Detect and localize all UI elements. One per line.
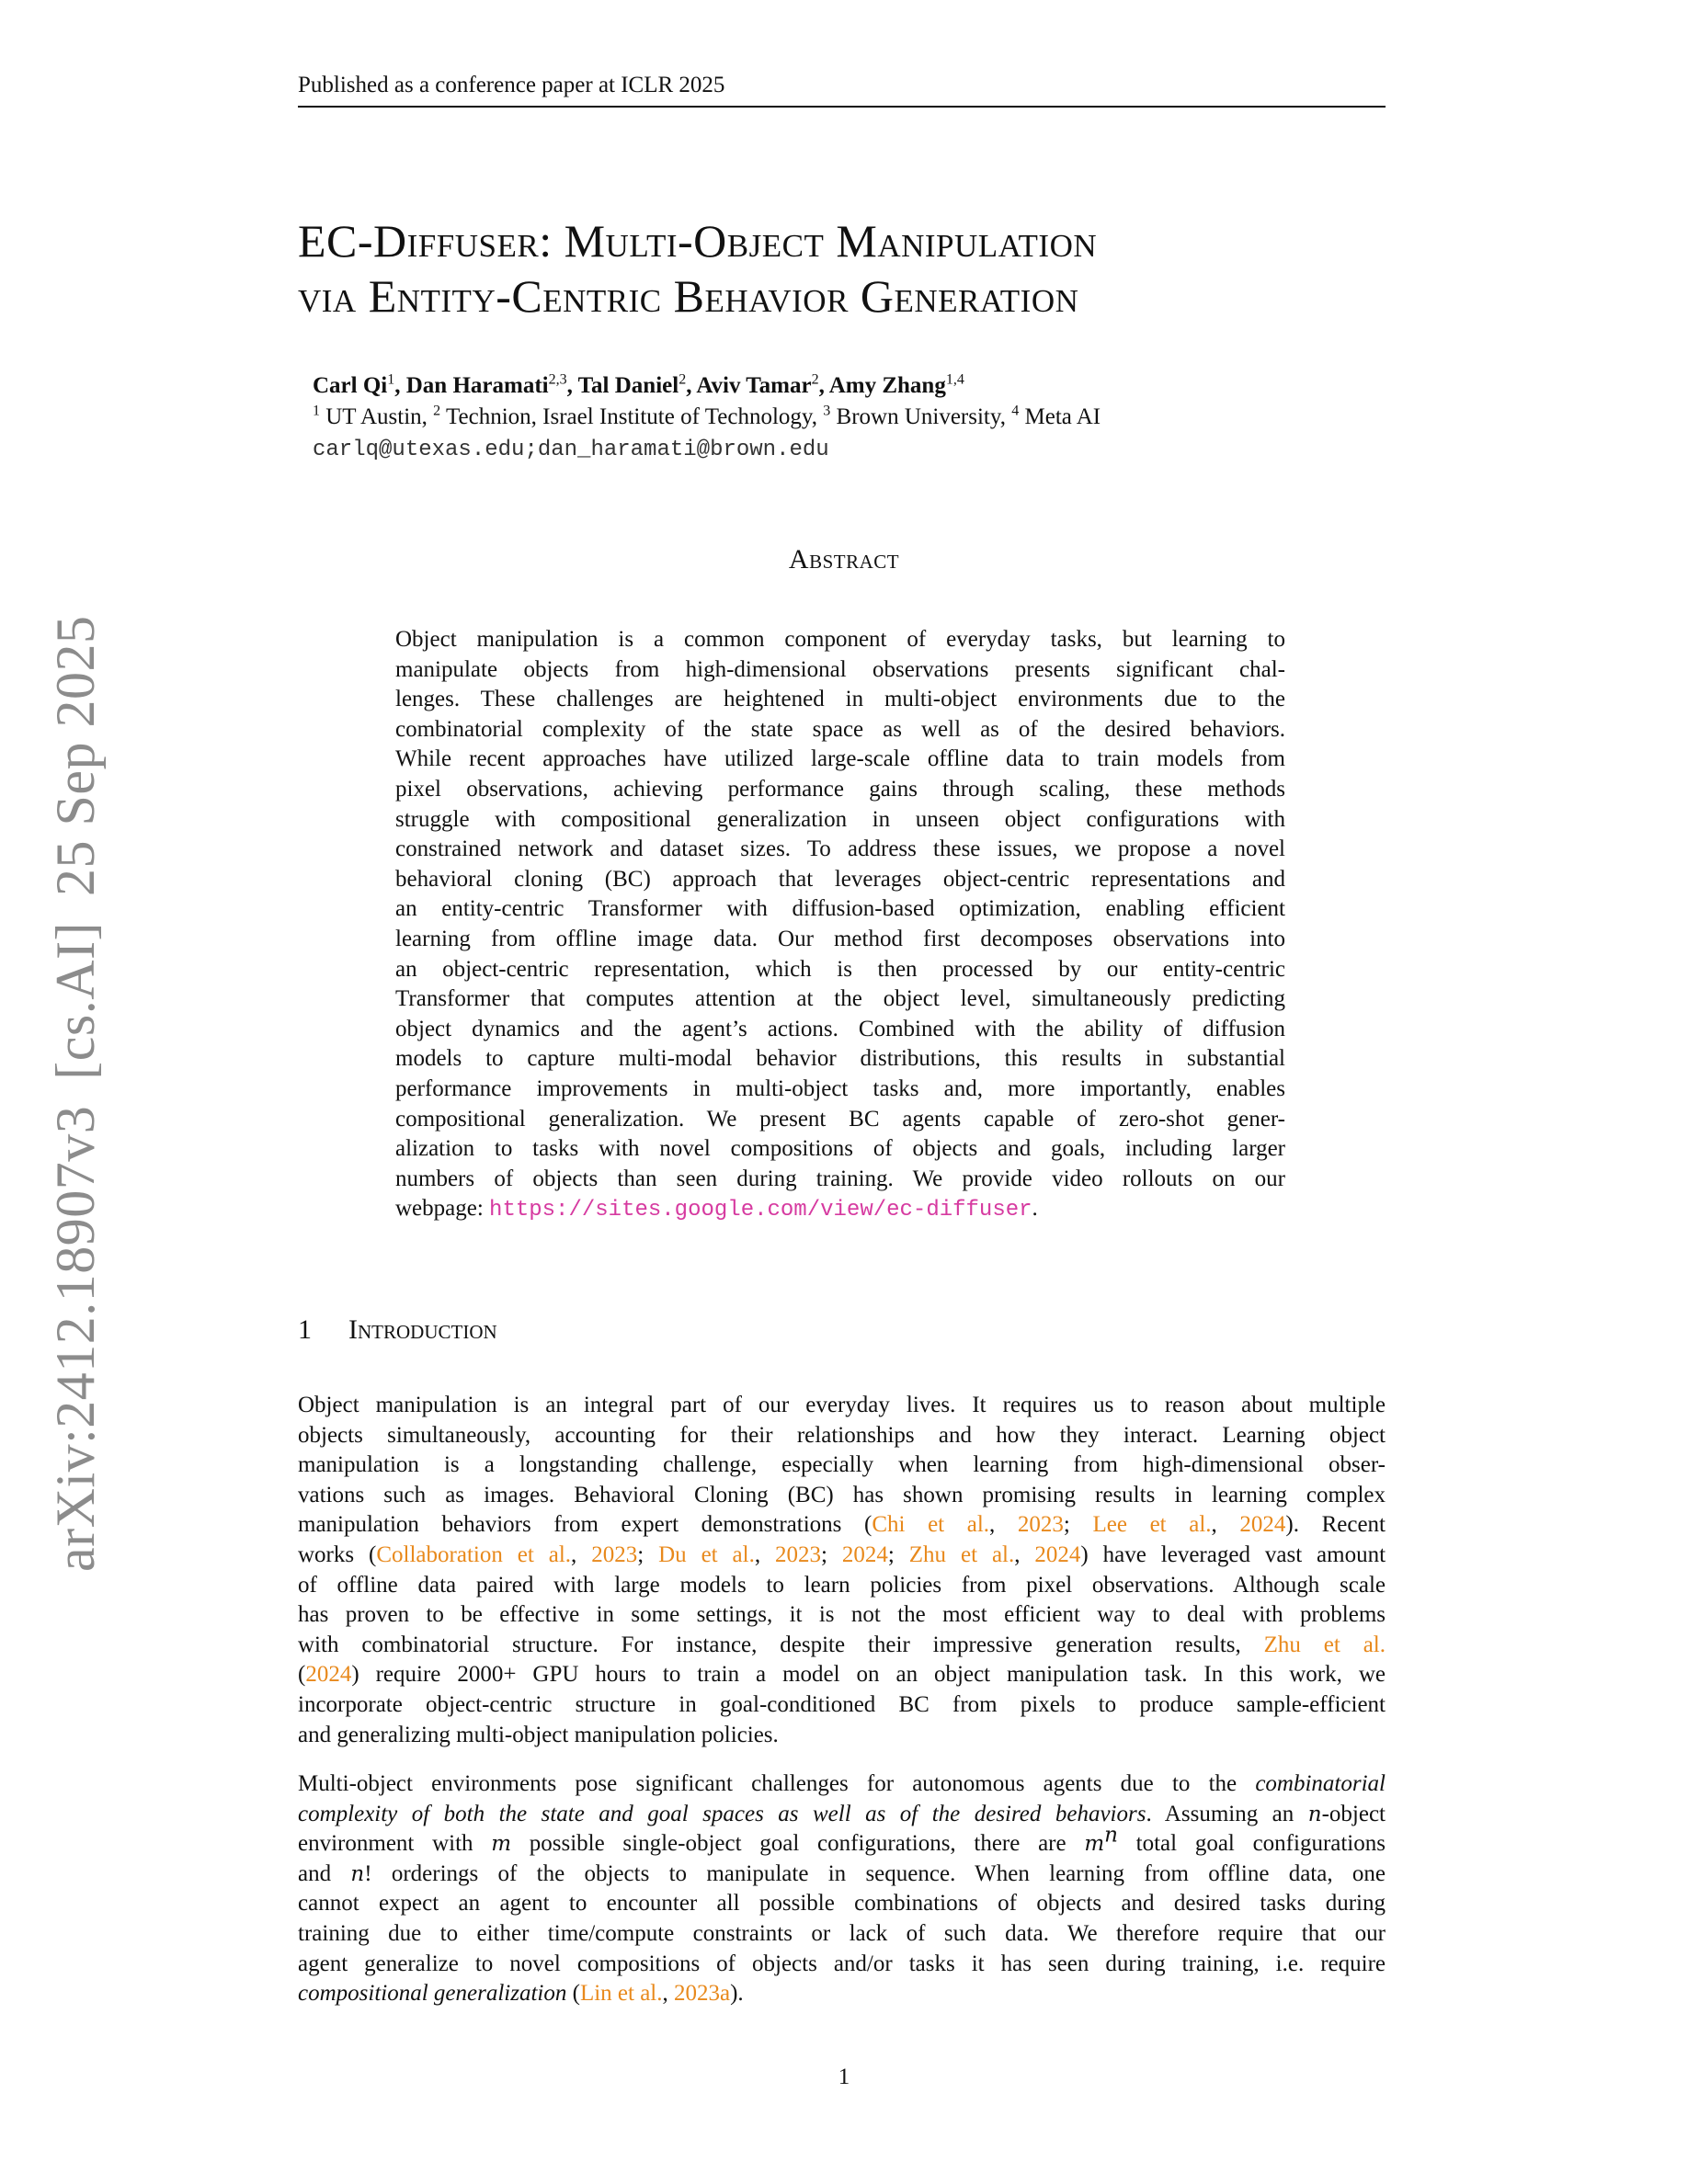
abstract-line: alization to tasks with novel compositions of objects and goals, including larger (395, 1136, 1285, 1162)
citation-link[interactable]: Lin et al. (579, 1981, 663, 2007)
text: , (1211, 1512, 1240, 1538)
text: , (571, 1541, 592, 1567)
text: ). (730, 1981, 744, 2007)
affil-number: 3 (823, 403, 831, 419)
text-line (298, 1660, 1386, 1690)
author: Amy Zhang (828, 373, 946, 398)
text: manipulation behaviors from expert demonstrations ( (298, 1512, 873, 1538)
abstract-line: While recent approaches have utilized large-scale offline data to train models from (395, 746, 1285, 772)
citation-year-link[interactable]: 2023a (674, 1981, 731, 2007)
citation-link[interactable]: Zhu et al. (1263, 1632, 1386, 1657)
math-exponent: n (1104, 1823, 1118, 1848)
page-number: 1 (838, 2065, 850, 2089)
text: possible single-object goal configurations, there are (511, 1831, 1085, 1857)
arxiv-id[interactable]: arXiv:2412.18907v3 (45, 1105, 106, 1572)
abstract-line: lenges. These challenges are heightened in multi-object environments due to the (395, 687, 1285, 712)
text-line: agent generalize to novel compositions of objects and/or tasks it has seen during training, i.e. require (298, 1951, 1386, 1976)
author-list: Carl Qi$^1$, Dan Haramati$^{2,3}$, Tal Daniel$^2$, Aviv Tamar$^2$, Amy Zhang$^{1,4}$ (313, 371, 964, 398)
abstract-line: behavioral cloning (BC) approach that leverages object-centric representations and (395, 866, 1285, 892)
citation-year-link[interactable]: 2023 (1017, 1512, 1064, 1538)
author: Aviv Tamar (696, 373, 812, 398)
text-line (298, 1800, 1386, 1830)
abstract-line: compositional generalization. We present BC agents capable of zero-shot gener- (395, 1106, 1285, 1132)
affiliation-list (313, 402, 1101, 433)
citation-year-link[interactable]: 2024 (1239, 1512, 1286, 1538)
text: ; (1063, 1512, 1093, 1538)
affil-number: 4 (1011, 403, 1020, 419)
citation-year-link[interactable]: 2024 (305, 1662, 352, 1688)
paper-title (298, 213, 1386, 324)
citation-link[interactable]: Chi et al. (872, 1512, 990, 1538)
section-heading (298, 1314, 497, 1346)
abstract-line: learning from offline image data. Our method first decomposes observations into (395, 926, 1285, 951)
affil-marker: 1 (387, 371, 395, 388)
author: Tal Daniel (577, 373, 679, 398)
text: ( (298, 1662, 306, 1688)
abstract-line: numbers of objects than seen during training. We provide video rollouts on our (395, 1166, 1285, 1191)
citation-year-link[interactable]: 2024 (1034, 1541, 1081, 1567)
text: total goal configurations (1117, 1831, 1386, 1857)
emphasis: combinatorial (1255, 1771, 1386, 1796)
affiliation: UT Austin, (325, 404, 428, 429)
section-number: 1 (298, 1314, 312, 1345)
text: with combinatorial structure. For instance, despite their impressive generation results, (298, 1632, 1264, 1657)
text: ; (821, 1541, 842, 1567)
affiliation: Brown University, (836, 404, 1006, 429)
abstract-text: webpage: (395, 1196, 490, 1222)
abstract-line: Object manipulation is a common component of everyday tasks, but learning to (395, 627, 1285, 652)
text-line (298, 1979, 1386, 2009)
text: ). Recent (1285, 1512, 1386, 1538)
text: . Assuming an (1146, 1801, 1308, 1826)
math-variable: m (491, 1832, 512, 1857)
arxiv-category: [cs.AI] (45, 921, 106, 1080)
author-emails: carlq@utexas.edu;dan_haramati@brown.edu (313, 438, 829, 462)
text: ( (566, 1981, 580, 2007)
affiliation: Technion, Israel Institute of Technology, (445, 404, 818, 429)
text: environment with (298, 1831, 492, 1857)
emphasis: complexity of both the state and goal spaces as well as of the desired behaviors (298, 1801, 1146, 1826)
text: ! orderings of the objects to manipulate in sequence. When learning from offline data, one (364, 1860, 1386, 1886)
text-line (298, 1769, 1386, 1800)
text: , (989, 1512, 1018, 1538)
text: , (1014, 1541, 1035, 1567)
text-line: incorporate object-centric structure in goal-conditioned BC from pixels to produce sample-efficient (298, 1691, 1386, 1717)
header-rule (298, 106, 1386, 108)
text-line: Object manipulation is an integral part of our everyday lives. It requires us to reason about multiple (298, 1393, 1386, 1417)
citation-link[interactable]: Lee et al. (1092, 1512, 1212, 1538)
text-line (298, 1823, 1386, 1860)
text-line (298, 1631, 1386, 1661)
citation-year-link[interactable]: 2023 (775, 1541, 822, 1567)
affil-marker: 2,3 (548, 371, 567, 388)
abstract-text: . (1032, 1196, 1038, 1222)
project-webpage-link[interactable]: https://sites.google.com/view/ec-diffuser (489, 1198, 1032, 1223)
text: ) have leveraged vast amount (1080, 1541, 1386, 1567)
text-line: manipulation is a longstanding challenge, especially when learning from high-dimensional obser- (298, 1452, 1386, 1478)
author: Carl Qi (313, 373, 388, 398)
abstract-line: struggle with compositional generalization in unseen object configurations with (395, 806, 1285, 832)
text: works ( (298, 1541, 377, 1567)
affil-number: 1 (313, 403, 320, 419)
abstract-line: object dynamics and the agent’s actions. Combined with the ability of diffusion (395, 1016, 1285, 1041)
text-line: training due to either time/compute constraints or lack of such data. We therefore require that our (298, 1920, 1386, 1946)
text-line: and generalizing multi-object manipulation policies. (298, 1722, 779, 1747)
abstract-line: an entity-centric Transformer with diffusion-based optimization, enabling efficient (395, 896, 1285, 922)
citation-link[interactable]: Du et al. (658, 1541, 755, 1567)
citation-year-link[interactable]: 2023 (591, 1541, 638, 1567)
affiliation: Meta AI (1024, 404, 1101, 429)
abstract-body (395, 625, 1285, 1226)
affil-number: 2 (433, 403, 441, 419)
abstract-line: constrained network and dataset sizes. To address these issues, we propose a novel (395, 836, 1285, 862)
emphasis: compositional generalization (298, 1981, 567, 2007)
text-line: cannot expect an agent to encounter all possible combinations of objects and desired tasks during (298, 1891, 1386, 1917)
affil-marker: 1,4 (945, 371, 964, 388)
text: , (754, 1541, 776, 1567)
abstract-heading: Abstract (788, 544, 900, 574)
abstract-line: pixel observations, achieving performance gains through scaling, these methods (395, 776, 1285, 802)
text-line: objects simultaneously, accounting for their relationships and how they interact. Learning object (298, 1422, 1386, 1448)
section-title: Introduction (348, 1314, 497, 1345)
text-line: of offline data paired with large models to learn policies from pixel observations. Although scale (298, 1572, 1386, 1598)
text: ) require 2000+ GPU hours to train a model on an object manipulation task. In this work, we (351, 1662, 1386, 1688)
citation-year-link[interactable]: 2024 (841, 1541, 888, 1567)
author: Dan Haramati (405, 373, 549, 398)
arxiv-date: 25 Sep 2025 (45, 615, 106, 896)
abstract-line: performance improvements in multi-object tasks and, more importantly, enables (395, 1075, 1285, 1101)
text: and (298, 1860, 351, 1886)
abstract-line: manipulate objects from high-dimensional observations presents significant chal- (395, 656, 1285, 682)
text: ; (637, 1541, 659, 1567)
affil-marker: 2 (679, 371, 687, 388)
title-line-1: EC-Diffuser: Multi-Object Manipulation (298, 215, 1098, 267)
text: ; (887, 1541, 909, 1567)
abstract-line (395, 1194, 1285, 1226)
abstract-line: combinatorial complexity of the state space as well as of the desired behaviors. (395, 716, 1285, 742)
math-variable: n (1307, 1802, 1322, 1826)
text: , (662, 1981, 674, 2007)
running-head: Published as a conference paper at ICLR 2025 (298, 73, 725, 97)
arxiv-stamp (46, 589, 105, 1572)
citation-link[interactable]: Collaboration et al. (376, 1541, 572, 1567)
affil-marker: 2 (811, 371, 819, 388)
citation-link[interactable]: Zhu et al. (908, 1541, 1015, 1567)
intro-paragraph-1 (298, 1391, 1386, 1750)
title-line-2: via Entity-Centric Behavior Generation (298, 270, 1079, 322)
text-line (298, 1860, 1386, 1890)
text-line (298, 1510, 1386, 1541)
text-line: vations such as images. Behavioral Cloning (BC) has shown promising results in learning complex (298, 1482, 1386, 1507)
abstract-line: an object-centric representation, which is then processed by our entity-centric (395, 956, 1285, 982)
intro-paragraph-2 (298, 1769, 1386, 2009)
text-line: has proven to be effective in some settings, it is not the most efficient way to deal with problems (298, 1602, 1386, 1628)
abstract-line: models to capture multi-modal behavior distributions, this results in substantial (395, 1046, 1285, 1072)
text: -object (1321, 1801, 1386, 1826)
math-variable: n (350, 1861, 365, 1886)
math-variable: m (1084, 1832, 1105, 1857)
text: Multi-object environments pose significant challenges for autonomous agents due to the (298, 1771, 1256, 1796)
abstract-line: Transformer that computes attention at the object level, simultaneously predicting (395, 986, 1285, 1012)
text-line (298, 1541, 1386, 1571)
